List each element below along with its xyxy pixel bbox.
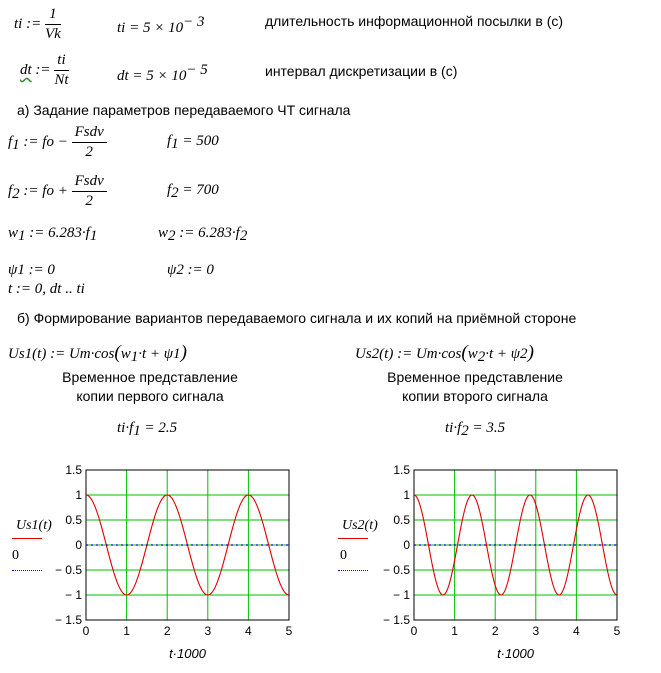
y-tick-label: 1 — [75, 488, 82, 502]
y-tick-label: 1 — [403, 488, 410, 502]
y-tick-label: − 1.5 — [382, 613, 410, 627]
y-tick-label: 0 — [403, 538, 410, 552]
us1-def-sub: 1 — [130, 349, 139, 365]
ti-denominator: Vk — [44, 26, 61, 42]
us2-def-head: Us2(t) := Um·cos — [355, 346, 462, 362]
f2-denominator: 2 — [85, 193, 93, 209]
product1-value: = 2.5 — [144, 420, 178, 436]
f1-definition: $f_1$ := fo − $\frac{\text{Fsdv}}{2}$ — [8, 124, 107, 161]
t-range-definition: t := 0, dt .. ti — [8, 281, 85, 297]
product2-value: = 3.5 — [472, 420, 506, 436]
us2-def-sub: 2 — [477, 349, 486, 365]
section-b-title: б) Формирование вариантов передаваемого сигнала и их копий на приёмной стороне — [17, 310, 577, 326]
product1-lhs: ti·f — [117, 420, 134, 436]
f2-lhs: f — [8, 182, 13, 199]
x-axis-label: t·1000 — [497, 646, 534, 661]
dt-lhs: dt — [20, 61, 32, 78]
x-tick-label: 3 — [204, 624, 212, 638]
w1-lhs: w — [8, 225, 19, 241]
f1-numerator: Fsdv — [72, 124, 107, 143]
f2-definition: $f_2$ := fo + $\frac{\text{Fsdv}}{2}$ — [8, 173, 107, 210]
product2-evaluation — [445, 420, 505, 440]
x-tick-label: 2 — [163, 624, 171, 638]
f1-denominator: 2 — [85, 144, 93, 160]
w2-fsub: 2 — [239, 228, 248, 244]
dt-description: интервал дискретизации в (с) — [265, 63, 458, 79]
psi2-definition: ψ2 := 0 — [167, 262, 214, 278]
y-tick-label: − 1 — [64, 588, 82, 602]
y-tick-label: 1.5 — [393, 463, 410, 477]
product2-sub: 2 — [461, 423, 469, 439]
caption2-line1: Временное представление — [387, 369, 563, 385]
legend1-signal-label: Us1(t) — [16, 518, 52, 533]
us2-definition: Us2(t) := $Um\cdot\cos(w_2\cdot t + \psi 2)$ — [355, 342, 534, 365]
f2-eval-value: = 700 — [182, 182, 219, 198]
dt-definition — [20, 52, 69, 89]
chart-us1 — [0, 455, 330, 673]
caption1-line2: копии первого сигнала — [76, 388, 224, 404]
x-axis-label: t·1000 — [169, 646, 206, 661]
us2-def-w: w — [467, 346, 478, 362]
caption2-line2: копии второго сигнала — [402, 388, 548, 404]
dt-eval-lhs: dt — [117, 68, 129, 84]
caption1-line1: Временное представление — [62, 369, 238, 385]
dt-eval-exp: − 5 — [186, 62, 208, 78]
w1-sub: 1 — [18, 228, 26, 244]
us2-def-tail: ·t + ψ2 — [485, 346, 528, 362]
chart-us2 — [328, 455, 658, 673]
f1-lhs: f — [8, 133, 13, 150]
us1-def-tail: ·t + ψ1 — [138, 346, 181, 362]
psi1-definition: ψ1 := 0 — [8, 262, 55, 278]
product1-evaluation — [117, 420, 177, 440]
f1-sub: 1 — [12, 136, 20, 153]
dt-eval-value: 5 × 10 — [146, 68, 187, 84]
dt-evaluation: dt = $5 \times 10^{- 5}$ — [117, 62, 208, 84]
x-tick-label: 0 — [410, 624, 418, 638]
ti-lhs: ti — [14, 15, 23, 32]
y-tick-label: − 1.5 — [54, 613, 82, 627]
x-tick-label: 5 — [285, 624, 293, 638]
y-tick-label: − 1 — [392, 588, 410, 602]
x-tick-label: 1 — [123, 624, 130, 638]
x-tick-label: 1 — [451, 624, 458, 638]
y-tick-label: − 0.5 — [54, 563, 82, 577]
ti-evaluation: ti = $5 \times 10^{- 3}$ — [117, 14, 205, 36]
f2-expr: fo + — [42, 182, 68, 199]
f1-expr: fo − — [42, 133, 68, 150]
product2-lhs: ti·f — [445, 420, 462, 436]
w1-definition — [8, 225, 97, 245]
ti-eval-value: 5 × 10 — [142, 20, 184, 36]
us1-definition: Us1(t) := $Um\cdot\cos(w_1\cdot t + \psi 1)$ — [8, 342, 187, 365]
dt-denominator: Nt — [54, 72, 69, 88]
f2-evaluation: $f_2 = 700$ — [167, 182, 219, 201]
ti-description: длительность информационной посылки в (с) — [265, 13, 564, 29]
ti-eval-lhs: ti — [117, 20, 126, 36]
x-tick-label: 5 — [613, 624, 621, 638]
x-tick-label: 3 — [532, 624, 540, 638]
ti-eval-exp: − 3 — [183, 14, 205, 30]
y-tick-label: 0 — [75, 538, 82, 552]
section-a-title: а) Задание параметров передаваемого ЧТ сигнала — [17, 102, 351, 118]
f2-eval-sub: 2 — [171, 185, 179, 201]
w2-sub: 2 — [168, 228, 176, 244]
w2-definition — [158, 225, 247, 245]
legend1-zero-label: 0 — [12, 548, 19, 563]
w1-fsub: 1 — [89, 228, 98, 244]
dt-numerator: ti — [54, 52, 68, 71]
x-tick-label: 0 — [82, 624, 90, 638]
x-tick-label: 4 — [245, 624, 252, 638]
w1-expr: := 6.283·f — [29, 225, 90, 241]
f2-numerator: Fsdv — [72, 173, 107, 192]
y-tick-label: 0.5 — [65, 513, 82, 527]
us1-def-head: Us1(t) := Um·cos — [8, 346, 115, 362]
y-tick-label: − 0.5 — [382, 563, 410, 577]
x-tick-label: 4 — [573, 624, 580, 638]
f1-eval-sub: 1 — [171, 136, 179, 152]
w2-expr: := 6.283·f — [179, 225, 240, 241]
us1-def-w: w — [120, 346, 131, 362]
assign-op: := — [35, 61, 51, 78]
y-tick-label: 0.5 — [393, 513, 410, 527]
product1-sub: 1 — [133, 423, 141, 439]
y-tick-label: 1.5 — [65, 463, 82, 477]
f1-eval-value: = 500 — [182, 133, 219, 149]
legend2-signal-label: Us2(t) — [342, 518, 378, 533]
w2-lhs: w — [158, 225, 169, 241]
f2-sub: 2 — [12, 185, 20, 202]
ti-numerator: 1 — [45, 6, 61, 25]
ti-definition — [14, 6, 61, 43]
assign-op: := — [26, 15, 42, 32]
legend2-zero-label: 0 — [340, 548, 347, 563]
f1-evaluation: $f_1 = 500$ — [167, 133, 219, 152]
x-tick-label: 2 — [491, 624, 499, 638]
